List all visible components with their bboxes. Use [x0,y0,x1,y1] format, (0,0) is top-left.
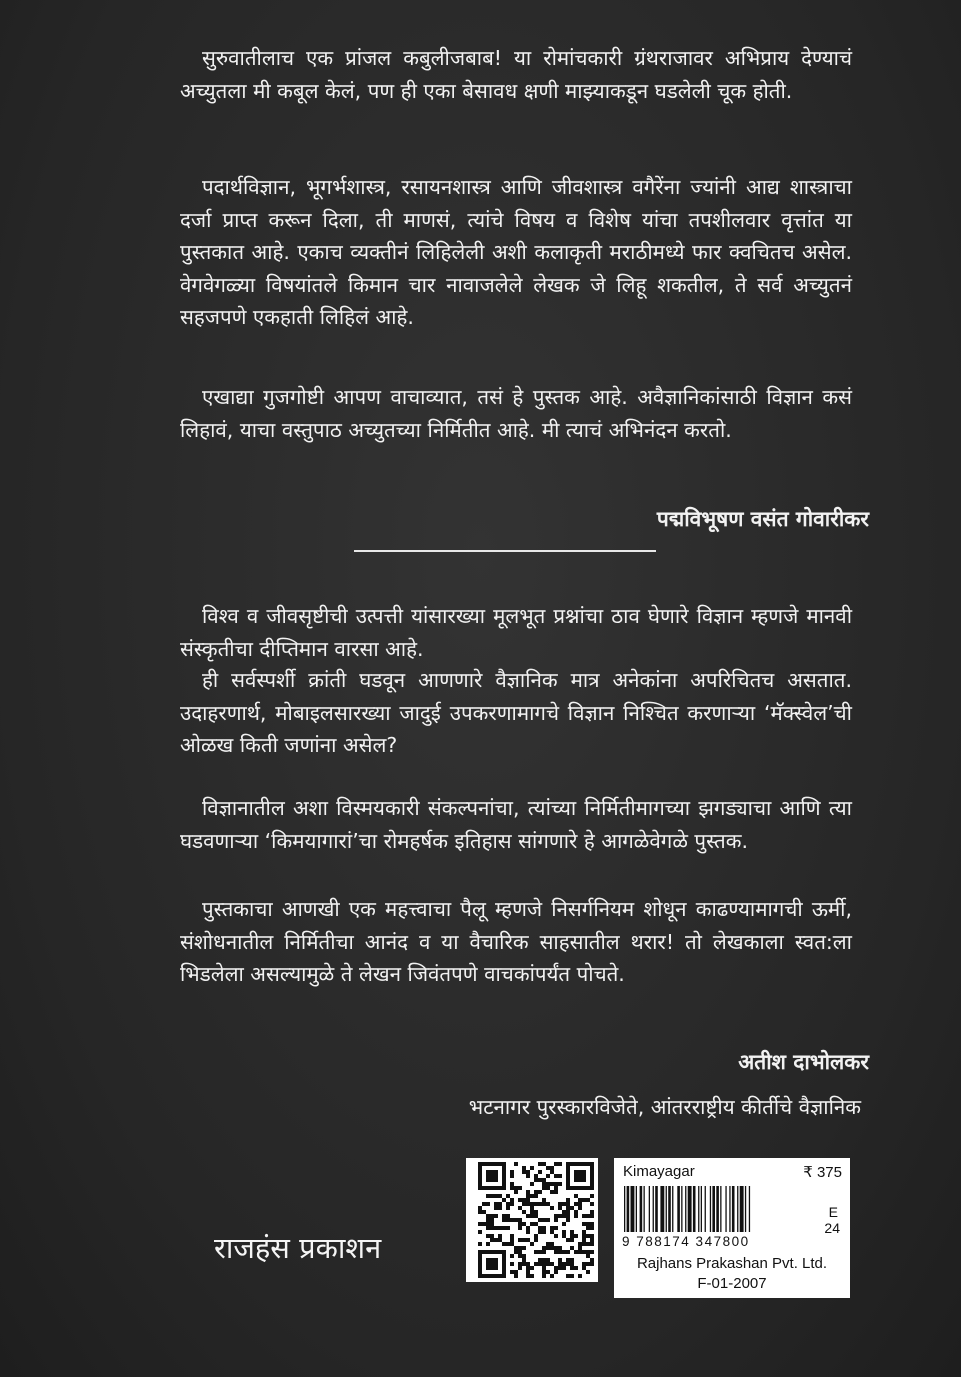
publisher-logo-text: राजहंस प्रकाशन [214,1231,382,1265]
price-barcode-label [614,1158,850,1298]
blurb2-signature-subtitle: भटनागर पुरस्कारविजेते, आंतरराष्ट्रीय कीर्तीचे वैज्ञानिक [468,1095,861,1119]
label-book-title: Kimayagar [623,1163,695,1180]
blurb2-paragraph-2: ही सर्वस्पर्शी क्रांती घडवून आणणारे वैज्ञानिक मात्र अनेकांना अपरिचितच असतात. उदाहरणार्थ, मोबाइलसारख्या जादुई उपकरणामागचे विज्ञान निश्‍चित करणाऱ्या ‘मॅक्स्वेल’ची ओळख किती जणांना असेल? [180,668,852,757]
blurb2-paragraph-1: विश्‍व व जीवसृष्टीची उत्पत्ती यांसारख्या मूलभूत प्रश्नांचा ठाव घेणारे विज्ञान म्हणजे मानवी संस्कृतीचा दीप्तिमान वारसा आहे. [180,604,852,661]
label-price: ₹ 375 [803,1164,842,1181]
qr-code [466,1158,598,1282]
blurb1-signature: पद्मविभूषण वसंत गोवारीकर [656,507,869,531]
label-code-line1: E [828,1204,838,1220]
blurb1-paragraph-1: सुरुवातीलाच एक प्रांजल कबुलीजबाब! या रोमांचकारी ग्रंथराजावर अभिप्राय देण्याचं अच्युतला मी कबूल केलं, पण ही एका बेसावध क्षणी माझ्याकडून घडलेली चूक होती. [180,46,852,103]
barcode-icon [622,1186,816,1234]
blurb2-paragraph-3: विज्ञानातील अशा विस्मयकारी संकल्पनांचा, त्यांच्या निर्मितीमागच्या झगड्याचा आणि त्या घडवणाऱ्या ‘किमयागारां’चा रोमहर्षक इतिहास सांगणारे हे आगळेवेगळे पुस्तक. [180,796,852,853]
section-divider [354,550,656,552]
label-publisher: Rajhans Prakashan Pvt. Ltd. [636,1255,828,1272]
label-reference: F-01-2007 [697,1275,767,1292]
qr-code-icon [466,1158,598,1282]
blurb2-paragraph-4: पुस्तकाचा आणखी एक महत्त्वाचा पैलू म्हणजे निसर्गनियम शोधून काढण्यामागची ऊर्मी, संशोधनातील निर्मितीचा आनंद व या वैचारिक साहसातील थरार! तो लेखकाला स्वत:ला भिडलेला असल्यामुळे ते लेखन जिवंतपणे वाचकांपर्यंत पोचते. [180,897,852,986]
label-isbn-digits: 9 788174 347800 [622,1234,750,1249]
blurb1-paragraph-3: एखाद्या गुजगोष्टी आपण वाचाव्यात, तसं हे पुस्तक आहे. अवैज्ञानिकांसाठी विज्ञान कसं लिहावं, याचा वस्तुपाठ अच्युतच्या निर्मितीत आहे. मी त्याचं अभिनंदन करतो. [180,385,852,442]
label-code-line2: 24 [824,1220,840,1236]
blurb1-paragraph-2: पदार्थविज्ञान, भूगर्भशास्त्र, रसायनशास्त्र आणि जीवशास्त्र वगैरेंना ज्यांनी आद्य शास्त्राचा दर्जा प्राप्त करून दिला, ती माणसं, त्यांचे विषय व विशेष यांचा तपशीलवार वृत्तांत या पुस्तकात आहे. एकाच व्यक्तीनं लिहिलेली अशी कलाकृती मराठीमध्ये फार क्वचितच असेल. वेगवेगळ्या विषयांतले किमान चार नावाजलेले लेखक जे लिहू शकतील, ते सर्व अच्युतनं सहजपणे एकहाती लिहिलं आहे. [180,175,852,329]
blurb2-signature: अतीश दाभोलकर [738,1050,869,1074]
